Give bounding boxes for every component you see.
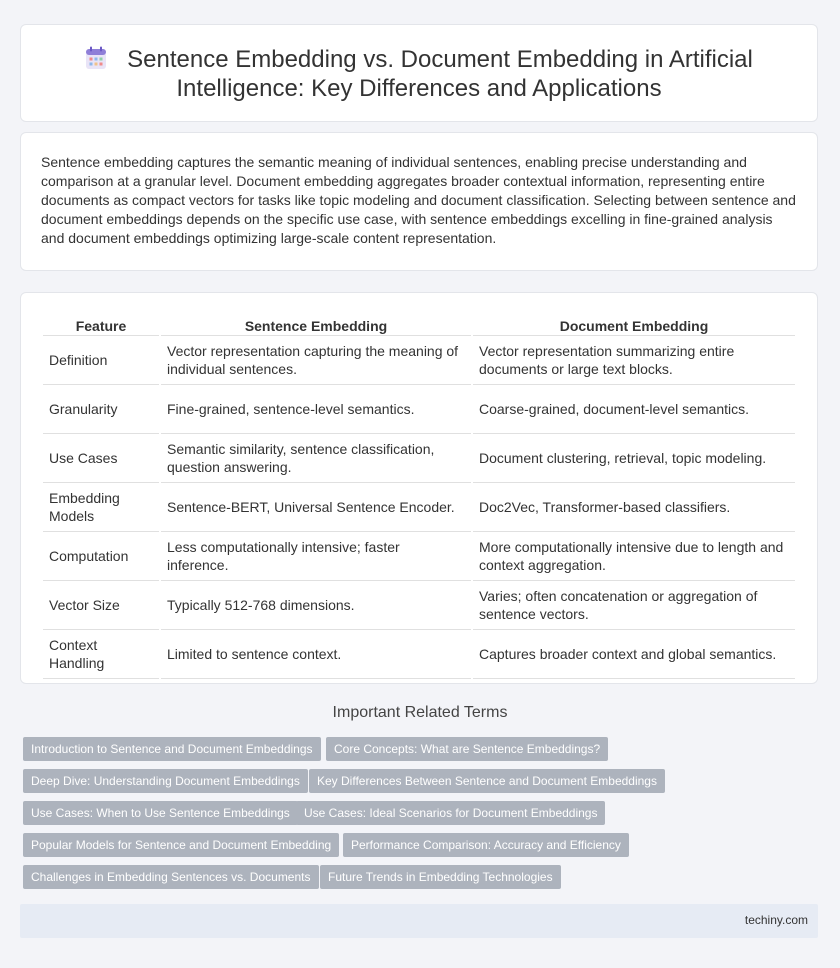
table-row xyxy=(43,532,795,581)
related-tag[interactable]: Popular Models for Sentence and Document Embedding xyxy=(23,833,339,857)
table-cell: Typically 512-768 dimensions. xyxy=(161,581,471,630)
table-row xyxy=(43,483,795,532)
table-cell: Vector representation summarizing entire documents or large text blocks. xyxy=(473,336,795,385)
table-cell: Context Handling xyxy=(43,630,159,679)
related-tag[interactable]: Challenges in Embedding Sentences vs. Documents xyxy=(23,865,319,889)
table-cell: Granularity xyxy=(43,385,159,434)
title-line-1: Sentence Embedding vs. Document Embedding in Artificial xyxy=(127,46,753,73)
comparison-card xyxy=(20,292,818,684)
table-cell: Varies; often concatenation or aggregation of sentence vectors. xyxy=(473,581,795,630)
table-cell: Semantic similarity, sentence classification, question answering. xyxy=(161,434,471,483)
intro-paragraph: Sentence embedding captures the semantic meaning of individual sentences, enabling precise understanding and comparison at a granular level. Document embedding aggregates broader contextual information, representing entire documents as compact vectors for tasks like topic modeling and document classification. Selecting between sentence and document embeddings depends on the specific use case, with sentence embeddings excelling in fine-grained analysis and document embeddings optimizing large-scale content representation. xyxy=(41,154,796,246)
related-tag[interactable]: Use Cases: Ideal Scenarios for Document Embeddings xyxy=(296,801,605,825)
page-title xyxy=(21,45,817,103)
table-cell: Less computationally intensive; faster inference. xyxy=(161,532,471,581)
related-tag[interactable]: Deep Dive: Understanding Document Embeddings xyxy=(23,769,308,793)
table-cell: Embedding Models xyxy=(43,483,159,532)
related-terms-title: Important Related Terms xyxy=(332,704,508,721)
table-row xyxy=(43,581,795,630)
table-cell: Vector Size xyxy=(43,581,159,630)
intro-card xyxy=(20,132,818,271)
table-cell: Computation xyxy=(43,532,159,581)
title-line-2: Intelligence: Key Differences and Applications xyxy=(176,75,662,102)
table-cell: Limited to sentence context. xyxy=(161,630,471,679)
footer-site[interactable]: techiny.com xyxy=(744,913,808,927)
comparison-table xyxy=(41,317,797,679)
table-row xyxy=(43,434,795,483)
related-tag[interactable]: Key Differences Between Sentence and Document Embeddings xyxy=(309,769,665,793)
table-cell: Use Cases xyxy=(43,434,159,483)
table-cell: Definition xyxy=(43,336,159,385)
table-cell: Document clustering, retrieval, topic modeling. xyxy=(473,434,795,483)
table-cell: Captures broader context and global semantics. xyxy=(473,630,795,679)
table-row xyxy=(43,336,795,385)
related-tag[interactable]: Performance Comparison: Accuracy and Efficiency xyxy=(343,833,629,857)
table-row xyxy=(43,630,795,679)
table-cell: Coarse-grained, document-level semantics. xyxy=(473,385,795,434)
header-document: Document Embedding xyxy=(473,317,795,336)
table-cell: Fine-grained, sentence-level semantics. xyxy=(161,385,471,434)
footer-bar xyxy=(20,904,818,938)
title-card xyxy=(20,24,818,122)
calendar-icon xyxy=(85,46,107,70)
table-row xyxy=(43,385,795,434)
header-sentence: Sentence Embedding xyxy=(161,317,471,336)
table-cell: Doc2Vec, Transformer-based classifiers. xyxy=(473,483,795,532)
header-feature: Feature xyxy=(43,317,159,336)
related-tag[interactable]: Future Trends in Embedding Technologies xyxy=(320,865,561,889)
related-tag[interactable]: Use Cases: When to Use Sentence Embeddings xyxy=(23,801,298,825)
table-cell: More computationally intensive due to length and context aggregation. xyxy=(473,532,795,581)
related-tag[interactable]: Introduction to Sentence and Document Embeddings xyxy=(23,737,321,761)
related-tag[interactable]: Core Concepts: What are Sentence Embeddings? xyxy=(326,737,608,761)
table-header-row xyxy=(43,317,795,336)
table-cell: Vector representation capturing the meaning of individual sentences. xyxy=(161,336,471,385)
table-cell: Sentence-BERT, Universal Sentence Encoder. xyxy=(161,483,471,532)
